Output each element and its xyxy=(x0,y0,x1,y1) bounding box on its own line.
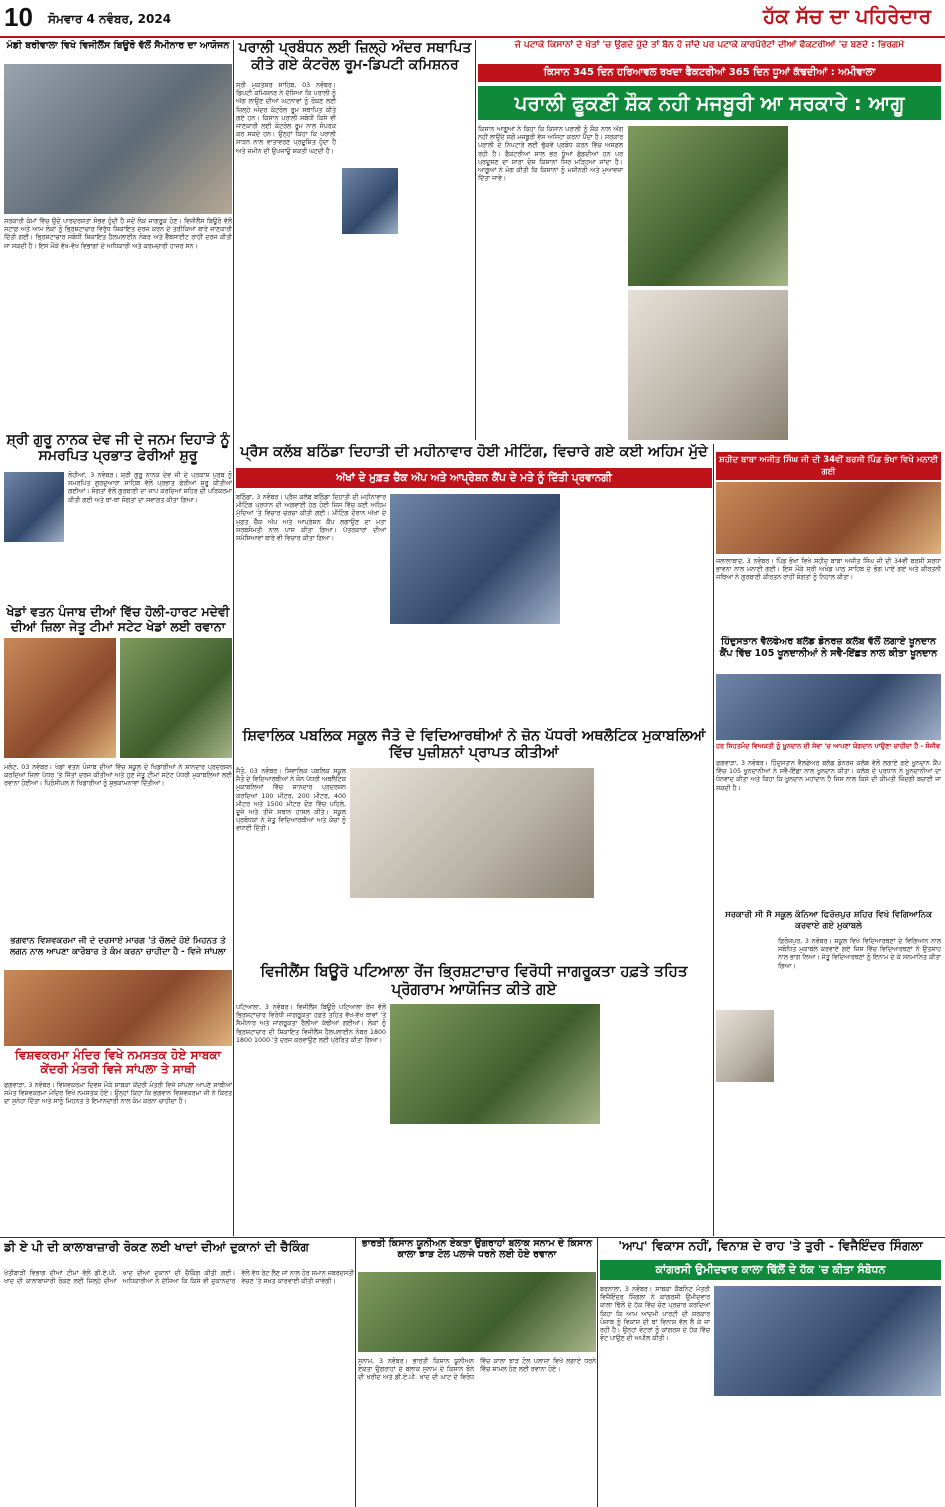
row-rule xyxy=(0,1237,945,1238)
headline: ਹਿੰਦੁਸਤਾਨ ਵੈਲਫੇਅਰ ਬਲੱਡ ਡੋਨਰਜ਼ ਕਲੱਬ ਵੱਲੋਂ ਲਗਾਏ ਖੂਨਦਾਨ ਕੈਂਪ ਵਿੱਚ 105 ਖੂਨਦਾਨੀਆਂ ਨੇ ਸਵੈ-ਇੱਛਤ ਨਾਲ ਕੀਤਾ ਖੂਨਦਾਨ xyxy=(719,636,938,659)
headline: ਭਗਵਾਨ ਵਿਸ਼ਵਕਰਮਾ ਜੀ ਦੇ ਦਰਸਾਏ ਮਾਰਗ 'ਤੇ ਚੱਲਦੇ ਹੋਏ ਮਿਹਨਤ ਤੇ ਲਗਨ ਨਾਲ ਆਪਣਾ ਕਾਰੋਬਾਰ ਤੇ ਕੰਮ ਕਰਨਾ ਚਾਹੀਦਾ ਹੈ - ਵਿਜੇ ਸਾਂਪਲਾ xyxy=(10,936,226,957)
headline: ਸਰਕਾਰੀ ਸੀ ਸੈ ਸਕੂਲ ਕੰਨਿਆ ਫਿਰੋਜ਼ਪੁਰ ਸ਼ਹਿਰ ਵਿਖੇ ਵਿਗਿਆਨਿਕ ਕਰਵਾਏ ਗਏ ਮੁਕਾਬਲੇ xyxy=(725,910,932,931)
article-body: ਸੁਨਾਮ, 3 ਨਵੰਬਰ। ਭਾਰਤੀ ਕਿਸਾਨ ਯੂਨੀਅਨ ਏਕਤਾ ਉਗਰਾਹਾਂ ਦੇ ਬਲਾਕ ਸੁਨਾਮ ਦੇ ਕਿਸਾਨ ਝੋਨੇ ਦੀ ਖਰੀਦ ਅਤੇ ਡੀ.ਏ.ਪੀ. ਖਾਦ ਦੀ ਘਾਟ ਦੇ ਵਿਰੋਧ ਵਿੱਚ ਕਾਲਾ ਝਾੜ ਟੋਲ ਪਲਾਜ਼ਾ ਵਿਖੇ ਲਗਾਏ ਧਰਨੇ ਵਿੱਚ ਸ਼ਾਮਲ ਹੋਣ ਲਈ ਰਵਾਨਾ ਹੋਏ। xyxy=(358,1358,596,1382)
article-blood-donation xyxy=(716,636,941,906)
article-vishwakarma-mandir xyxy=(4,1048,232,1236)
date-line: ਸੋਮਵਾਰ 4 ਨਵੰਬਰ, 2024 xyxy=(48,12,172,26)
article-body: ਫ਼ਿਰੋਜ਼ਪੁਰ, 3 ਨਵੰਬਰ। ਸਕੂਲ ਵਿਖੇ ਵਿਦਿਆਰਥਣਾਂ ਦੇ ਵਿਗਿਆਨ ਨਾਲ ਸਬੰਧਿਤ ਮੁਕਾਬਲੇ ਕਰਵਾਏ ਗਏ ਜਿਸ ਵਿੱਚ ਵਿਦਿਆਰਥਣਾਂ ਨੇ ਉਤਸ਼ਾਹ ਨਾਲ ਭਾਗ ਲਿਆ। ਜੇਤੂ ਵਿਦਿਆਰਥਣਾਂ ਨੂੰ ਇਨਾਮ ਦੇ ਕੇ ਸਨਮਾਨਿਤ ਕੀਤਾ ਗਿਆ। xyxy=(778,938,941,970)
article-body: ਫਗਵਾੜਾ, 3 ਨਵੰਬਰ। ਵਿਸ਼ਵਕਰਮਾ ਦਿਵਸ ਮੌਕੇ ਸਾਬਕਾ ਕੇਂਦਰੀ ਮੰਤਰੀ ਵਿਜੇ ਸਾਂਪਲਾ ਆਪਣੇ ਸਾਥੀਆਂ ਸਮੇਤ ਵਿਸ਼ਵਕਰਮਾ ਮੰਦਿਰ ਵਿਖੇ ਨਮਸਤਕ ਹੋਏ। ਉਨ੍ਹਾਂ ਕਿਹਾ ਕਿ ਭਗਵਾਨ ਵਿਸ਼ਵਕਰਮਾ ਜੀ ਨੇ ਕਿਰਤ ਦਾ ਸੁਨੇਹਾ ਦਿੱਤਾ ਅਤੇ ਸਾਨੂੰ ਮਿਹਨਤ ਤੇ ਇਮਾਨਦਾਰੀ ਨਾਲ ਕੰਮ ਕਰਨਾ ਚਾਹੀਦਾ ਹੈ। xyxy=(4,1082,232,1106)
masthead-rule xyxy=(0,36,945,38)
article-vishwakarma-quote xyxy=(4,936,232,1046)
headline: ਵਿਜੀਲੈਂਸ ਬਿਊਰੋ ਪਟਿਆਲਾ ਰੇਂਜ ਭ੍ਰਿਸ਼ਟਾਚਾਰ ਵਿਰੋਧੀ ਜਾਗਰੂਕਤਾ ਹਫ਼ਤੇ ਤਹਿਤ ਪ੍ਰੋਗਰਾਮ ਆਯੋਜਿਤ ਕੀਤੇ ਗਏ xyxy=(260,962,688,998)
article-stubble-compulsion xyxy=(478,40,941,450)
article-body-col2 xyxy=(714,1400,941,1504)
headline: ਪਰਾਲੀ ਪ੍ਰਬੰਧਨ ਲਈ ਜ਼ਿਲ੍ਹੇ ਅੰਦਰ ਸਥਾਪਿਤ ਕੀਤੇ ਗਏ ਕੰਟਰੋਲ ਰੂਮ-ਡਿਪਟੀ ਕਮਿਸ਼ਨਰ xyxy=(238,40,472,73)
headline: ਪ੍ਰੈਸ ਕਲੱਬ ਬਠਿੰਡਾ ਦਿਹਾਤੀ ਦੀ ਮਹੀਨਾਵਾਰ ਹੋਈ ਮੀਟਿੰਗ, ਵਿਚਾਰੇ ਗਏ ਕਈ ਅਹਿਮ ਮੁੱਦੇ xyxy=(240,444,708,460)
headline: 'ਆਪ' ਵਿਕਾਸ ਨਹੀਂ, ਵਿਨਾਸ਼ ਦੇ ਰਾਹ 'ਤੇ ਤੁਰੀ - ਵਿਜੈਇੰਦਰ ਸਿੰਗਲਾ xyxy=(618,1238,923,1253)
article-vigilance-seminar xyxy=(4,40,232,430)
headline: ਵਿਸ਼ਵਕਰਮਾ ਮੰਦਿਰ ਵਿਖੇ ਨਮਸਤਕ ਹੋਏ ਸਾਬਕਾ ਕੇਂਦਰੀ ਮੰਤਰੀ ਵਿਜੇ ਸਾਂਪਲਾ ਤੇ ਸਾਥੀ xyxy=(15,1048,221,1076)
mandir-photo xyxy=(4,970,232,1046)
page-number: 10 xyxy=(4,2,33,32)
principal-portrait xyxy=(716,1010,774,1082)
article-baba-ajit-singh xyxy=(716,452,941,632)
article-shivalik-school xyxy=(236,728,712,958)
press-club-photo xyxy=(390,494,560,624)
protest-photo-2 xyxy=(628,290,788,440)
headline: ਸ਼ਹੀਦ ਬਾਬਾ ਅਜੀਤ ਸਿੰਘ ਜੀ ਦੀ 34ਵੀਂ ਬਰਸੀ ਪਿੰਡ ਭੋਖਾ ਵਿਖੇ ਮਨਾਈ ਗਈ xyxy=(716,452,941,480)
column-rule xyxy=(597,1238,598,1507)
seminar-photo xyxy=(4,64,232,214)
kicker: ਜੇ ਪਟਾਕੇ ਕਿਸਾਨਾਂ ਦੇ ਖੇਤਾਂ 'ਚ ਉਗਦੇ ਹੁੰਦੇ ਤਾਂ ਬੈਨ ਹੋ ਜਾਂਦੇ ਪਰ ਪਟਾਕੇ ਕਾਰਪੋਰੇਟਾਂ ਦੀਆਂ ਫੈਕਟਰੀਆਂ 'ਚ ਬਣਦੇ : ਭਿਰਗਮੇ xyxy=(514,40,905,50)
column-rule xyxy=(713,444,714,1236)
article-body: ਸਰਕਾਰੀ ਕੰਮਾਂ ਵਿੱਚ ਉਦੋਂ ਪਾਰਦਰਸ਼ਤਾ ਸੰਭਵ ਹੁੰਦੀ ਹੈ ਜਦੋਂ ਲੋਕ ਜਾਗਰੂਕ ਹੋਣ। ਵਿਜੀਲੈਂਸ ਬਿਊਰੋ ਵੱਲੋਂ ਸਟਾਫ਼ ਅਤੇ ਆਮ ਲੋਕਾਂ ਨੂੰ ਭ੍ਰਿਸ਼ਟਾਚਾਰ ਵਿਰੁੱਧ ਸ਼ਿਕਾਇਤ ਦਰਜ ਕਰਨ ਦੇ ਤਰੀਕਿਆਂ ਬਾਰੇ ਜਾਣਕਾਰੀ ਦਿੱਤੀ ਗਈ। ਭ੍ਰਿਸ਼ਟਾਚਾਰ ਸਬੰਧੀ ਸ਼ਿਕਾਇਤ ਹੈਲਪਲਾਈਨ ਨੰਬਰ ਅਤੇ ਵੈੱਬਸਾਈਟ ਰਾਹੀਂ ਦਰਜ ਕੀਤੀ ਜਾ ਸਕਦੀ ਹੈ। ਇਸ ਮੌਕੇ ਵੱਖ-ਵੱਖ ਵਿਭਾਗਾਂ ਦੇ ਅਧਿਕਾਰੀ ਅਤੇ ਕਰਮਚਾਰੀ ਹਾਜ਼ਰ ਸਨ। xyxy=(4,218,232,250)
column-rule xyxy=(475,40,476,440)
article-press-club xyxy=(236,444,712,724)
article-body: ਜੈਤੋ, 03 ਨਵੰਬਰ। ਸ਼ਿਵਾਲਿਕ ਪਬਲਿਕ ਸਕੂਲ ਜੈਤੋ ਦੇ ਵਿਦਿਆਰਥੀਆਂ ਨੇ ਜ਼ੋਨ ਪੱਧਰੀ ਅਥਲੈਟਿਕ ਮੁਕਾਬਲਿਆਂ ਵਿੱਚ ਸ਼ਾਨਦਾਰ ਪ੍ਰਦਰਸ਼ਨ ਕਰਦਿਆਂ 100 ਮੀਟਰ, 200 ਮੀਟਰ, 400 ਮੀਟਰ ਅਤੇ 1500 ਮੀਟਰ ਦੌੜ ਵਿੱਚ ਪਹਿਲੇ, ਦੂਜੇ ਅਤੇ ਤੀਜੇ ਸਥਾਨ ਹਾਸਲ ਕੀਤੇ। ਸਕੂਲ ਪ੍ਰਬੰਧਕਾਂ ਨੇ ਜੇਤੂ ਵਿਦਿਆਰਥੀਆਂ ਅਤੇ ਕੋਚਾਂ ਨੂੰ ਵਧਾਈ ਦਿੱਤੀ। xyxy=(236,768,346,833)
article-holy-heart-sports xyxy=(4,604,232,934)
headline: ਸ਼ਿਵਾਲਿਕ ਪਬਲਿਕ ਸਕੂਲ ਜੈਤੋ ਦੇ ਵਿਦਿਆਰਥੀਆਂ ਨੇ ਜ਼ੋਨ ਪੱਧਰੀ ਅਥਲੈਟਿਕ ਮੁਕਾਬਲਿਆਂ ਵਿੱਚ ਪੁਜ਼ੀਸ਼ਨਾਂ ਪ੍ਰਾਪਤ ਕੀਤੀਆਂ xyxy=(242,728,706,761)
deputy-commissioner-portrait xyxy=(342,168,398,234)
article-body: ਪਟਿਆਲਾ, 3 ਨਵੰਬਰ। ਵਿਜੀਲੈਂਸ ਬਿਊਰੋ ਪਟਿਆਲਾ ਰੇਂਜ ਵੱਲੋਂ ਭ੍ਰਿਸ਼ਟਾਚਾਰ ਵਿਰੋਧੀ ਜਾਗਰੂਕਤਾ ਹਫ਼ਤੇ ਤਹਿਤ ਵੱਖ-ਵੱਖ ਥਾਵਾਂ 'ਤੇ ਸੈਮੀਨਾਰ ਅਤੇ ਜਾਗਰੂਕਤਾ ਰੈਲੀਆਂ ਕੱਢੀਆਂ ਗਈਆਂ। ਲੋਕਾਂ ਨੂੰ ਭ੍ਰਿਸ਼ਟਾਚਾਰ ਦੀ ਸ਼ਿਕਾਇਤ ਵਿਜੀਲੈਂਸ ਹੈਲਪਲਾਈਨ ਨੰਬਰ 1800 1800 1000 'ਤੇ ਦਰਜ ਕਰਵਾਉਣ ਲਈ ਪ੍ਰੇਰਿਤ ਕੀਤਾ ਗਿਆ। xyxy=(236,1004,386,1044)
article-body-col2 xyxy=(564,494,712,724)
masthead xyxy=(0,0,945,38)
team-photo xyxy=(4,638,116,758)
article-body: ਕਿਸਾਨ ਆਗੂਆਂ ਨੇ ਕਿਹਾ ਕਿ ਕਿਸਾਨ ਪਰਾਲੀ ਨੂੰ ਸ਼ੌਕ ਨਾਲ ਅੱਗ ਨਹੀਂ ਲਾਉਂਦੇ ਸਗੋਂ ਮਜਬੂਰੀ ਵੱਸ ਅਜਿਹਾ ਕਰਨਾ ਪੈਂਦਾ ਹੈ। ਸਰਕਾਰ ਪਰਾਲੀ ਦੇ ਨਿਪਟਾਰੇ ਲਈ ਢੁੱਕਵੇਂ ਪ੍ਰਬੰਧ ਕਰਨ ਵਿੱਚ ਅਸਫ਼ਲ ਰਹੀ ਹੈ। ਫੈਕਟਰੀਆਂ ਸਾਲ ਭਰ ਧੂੰਆਂ ਛੱਡਦੀਆਂ ਹਨ ਪਰ ਪ੍ਰਦੂਸ਼ਣ ਦਾ ਸਾਰਾ ਦੋਸ਼ ਕਿਸਾਨਾਂ ਸਿਰ ਮੜ੍ਹਿਆ ਜਾਂਦਾ ਹੈ। ਆਗੂਆਂ ਨੇ ਮੰਗ ਕੀਤੀ ਕਿ ਕਿਸਾਨਾਂ ਨੂੰ ਮਸ਼ੀਨਰੀ ਅਤੇ ਮੁਆਵਜ਼ਾ ਦਿੱਤਾ ਜਾਵੇ। xyxy=(478,126,623,183)
article-body-col2 xyxy=(598,768,712,958)
article-prabhat-pheri xyxy=(4,432,232,602)
speaker-portrait xyxy=(4,472,64,542)
rally-photo xyxy=(714,1286,941,1396)
article-body: ਫਗਵਾੜਾ, 3 ਨਵੰਬਰ। ਹਿੰਦੁਸਤਾਨ ਵੈਲਫੇਅਰ ਬਲੱਡ ਡੋਨਰਜ਼ ਕਲੱਬ ਵੱਲੋਂ ਲਗਾਏ ਗਏ ਖੂਨਦਾਨ ਕੈਂਪ ਵਿੱਚ 105 ਖੂਨਦਾਨੀਆਂ ਨੇ ਸਵੈ-ਇੱਛਾ ਨਾਲ ਖੂਨਦਾਨ ਕੀਤਾ। ਕਲੱਬ ਦੇ ਪ੍ਰਧਾਨ ਨੇ ਖੂਨਦਾਨੀਆਂ ਦਾ ਧੰਨਵਾਦ ਕੀਤਾ ਅਤੇ ਕਿਹਾ ਕਿ ਖੂਨਦਾਨ ਮਹਾਂਦਾਨ ਹੈ ਜਿਸ ਨਾਲ ਕਿਸੇ ਦੀ ਕੀਮਤੀ ਜ਼ਿੰਦਗੀ ਬਚਾਈ ਜਾ ਸਕਦੀ ਹੈ। xyxy=(716,760,941,792)
article-body: ਮਲੋਟ, 03 ਨਵੰਬਰ। ਖੇਡਾਂ ਵਤਨ ਪੰਜਾਬ ਦੀਆਂ ਵਿੱਚ ਸਕੂਲ ਦੇ ਖਿਡਾਰੀਆਂ ਨੇ ਸ਼ਾਨਦਾਰ ਪ੍ਰਦਰਸ਼ਨ ਕਰਦਿਆਂ ਜ਼ਿਲਾ ਪੱਧਰ 'ਤੇ ਜਿੱਤਾਂ ਦਰਜ ਕੀਤੀਆਂ ਅਤੇ ਹੁਣ ਜੇਤੂ ਟੀਮਾਂ ਸਟੇਟ ਪੱਧਰੀ ਮੁਕਾਬਲਿਆਂ ਲਈ ਰਵਾਨਾ ਹੋਈਆਂ। ਪ੍ਰਿੰਸੀਪਲ ਨੇ ਖਿਡਾਰੀਆਂ ਨੂੰ ਸ਼ੁਭਕਾਮਨਾਵਾਂ ਦਿੱਤੀਆਂ। xyxy=(4,764,232,788)
article-stubble-control-room xyxy=(236,40,474,440)
article-body: ਸ੍ਰੀ ਮੁਕਤਸਰ ਸਾਹਿਬ, 03 ਨਵੰਬਰ। ਡਿਪਟੀ ਕਮਿਸ਼ਨਰ ਨੇ ਦੱਸਿਆ ਕਿ ਪਰਾਲੀ ਨੂੰ ਅੱਗ ਲਾਉਣ ਦੀਆਂ ਘਟਨਾਵਾਂ ਨੂੰ ਰੋਕਣ ਲਈ ਜ਼ਿਲ੍ਹੇ ਅੰਦਰ ਕੰਟਰੋਲ ਰੂਮ ਸਥਾਪਿਤ ਕੀਤੇ ਗਏ ਹਨ। ਕਿਸਾਨ ਪਰਾਲੀ ਸਬੰਧੀ ਕਿਸੇ ਵੀ ਜਾਣਕਾਰੀ ਲਈ ਕੰਟਰੋਲ ਰੂਮ ਨਾਲ ਸੰਪਰਕ ਕਰ ਸਕਦੇ ਹਨ। ਉਨ੍ਹਾਂ ਕਿਹਾ ਕਿ ਪਰਾਲੀ ਸਾੜਨ ਨਾਲ ਵਾਤਾਵਰਣ ਪ੍ਰਦੂਸ਼ਿਤ ਹੁੰਦਾ ਹੈ ਅਤੇ ਜ਼ਮੀਨ ਦੀ ਉਪਜਾਊ ਸ਼ਕਤੀ ਘਟਦੀ ਹੈ। xyxy=(236,82,336,155)
headline: ਖੇਡਾਂ ਵਤਨ ਪੰਜਾਬ ਦੀਆਂ ਵਿੱਚ ਹੋਲੀ-ਹਾਰਟ ਮਦੇਵੀ ਦੀਆਂ ਜ਼ਿਲਾ ਜੇਤੂ ਟੀਮਾਂ ਸਟੇਟ ਖੇਡਾਂ ਲਈ ਰਵਾਨਾ xyxy=(6,604,230,634)
article-singla xyxy=(600,1238,941,1505)
team-photo-2 xyxy=(120,638,232,758)
headline: ਡੀ ਏ ਪੀ ਦੀ ਕਾਲਾਬਾਜ਼ਾਰੀ ਰੋਕਣ ਲਈ ਖਾਦਾਂ ਦੀਆਂ ਦੁਕਾਨਾਂ ਦੀ ਚੈਕਿੰਗ xyxy=(4,1240,309,1254)
article-body: ਬਰਨਾਲਾ, 3 ਨਵੰਬਰ। ਸਾਬਕਾ ਕੈਬਨਿਟ ਮੰਤਰੀ ਵਿਜੈਇੰਦਰ ਸਿੰਗਲਾ ਨੇ ਕਾਂਗਰਸੀ ਉਮੀਦਵਾਰ ਕਾਲਾ ਢਿੱਲੋਂ ਦੇ ਹੱਕ ਵਿੱਚ ਚੋਣ ਪ੍ਰਚਾਰ ਕਰਦਿਆਂ ਕਿਹਾ ਕਿ ਆਮ ਆਦਮੀ ਪਾਰਟੀ ਦੀ ਸਰਕਾਰ ਪੰਜਾਬ ਨੂੰ ਵਿਕਾਸ ਦੀ ਥਾਂ ਵਿਨਾਸ਼ ਵੱਲ ਲੈ ਕੇ ਜਾ ਰਹੀ ਹੈ। ਉਨ੍ਹਾਂ ਵੋਟਰਾਂ ਨੂੰ ਕਾਂਗਰਸ ਦੇ ਹੱਕ ਵਿੱਚ ਵੋਟ ਪਾਉਣ ਦੀ ਅਪੀਲ ਕੀਤੀ। xyxy=(600,1286,710,1343)
students-photo xyxy=(350,768,594,898)
article-body: ਖੇਤੀਬਾੜੀ ਵਿਭਾਗ ਦੀਆਂ ਟੀਮਾਂ ਵੱਲੋਂ ਡੀ.ਏ.ਪੀ. ਖਾਦ ਦੀ ਕਾਲਾਬਾਜ਼ਾਰੀ ਰੋਕਣ ਲਈ ਜ਼ਿਲ੍ਹੇ ਦੀਆਂ ਖਾਦ ਦੀਆਂ ਦੁਕਾਨਾਂ ਦੀ ਚੈਕਿੰਗ ਕੀਤੀ ਗਈ। ਅਧਿਕਾਰੀਆਂ ਨੇ ਦੱਸਿਆ ਕਿ ਕਿਸੇ ਵੀ ਦੁਕਾਨਦਾਰ ਵੱਲੋਂ ਵੱਧ ਰੇਟ ਲੈਣ ਜਾਂ ਨਾਲ ਹੋਰ ਸਮਾਨ ਜ਼ਬਰਦਸਤੀ ਵੇਚਣ 'ਤੇ ਸਖ਼ਤ ਕਾਰਵਾਈ ਕੀਤੀ ਜਾਵੇਗੀ। xyxy=(4,1270,354,1286)
rally-photo xyxy=(390,1004,600,1124)
subhead: ਅੱਖਾਂ ਦੇ ਮੁਫ਼ਤ ਚੈੱਕ ਅੱਪ ਅਤੇ ਆਪ੍ਰੇਸ਼ਨ ਕੈਂਪ ਦੇ ਮਤੇ ਨੂੰ ਦਿੱਤੀ ਪ੍ਰਵਾਨਗੀ xyxy=(236,468,712,488)
article-body-col2 xyxy=(604,1004,712,1232)
strap-banner: ਕਿਸਾਨ 345 ਦਿਨ ਹਰਿਆਵਲ ਰਖਦਾ ਫੈਕਟਰੀਆਂ 365 ਦਿਨ ਧੂਆਂ ਕੱਢਦੀਆਂ : ਅਮੀਵਾਲਾ xyxy=(478,64,941,82)
article-body: ਲੋਹੀਆਂ, 3 ਨਵੰਬਰ। ਸ਼੍ਰੀ ਗੁਰੂ ਨਾਨਕ ਦੇਵ ਜੀ ਦੇ ਪ੍ਰਕਾਸ਼ ਪੁਰਬ ਨੂੰ ਸਮਰਪਿਤ ਗੁਰਦੁਆਰਾ ਸਾਹਿਬ ਵੱਲੋਂ ਪ੍ਰਭਾਤ ਫੇਰੀਆਂ ਸ਼ੁਰੂ ਕੀਤੀਆਂ ਗਈਆਂ। ਸੰਗਤਾਂ ਵੱਲੋਂ ਗੁਰਬਾਣੀ ਦਾ ਜਾਪ ਕਰਦਿਆਂ ਸ਼ਹਿਰ ਦੀ ਪਰਿਕਰਮਾ ਕੀਤੀ ਗਈ ਅਤੇ ਥਾਂ-ਥਾਂ ਸੰਗਤਾਂ ਦਾ ਸਵਾਗਤ ਕੀਤਾ ਗਿਆ। xyxy=(68,472,232,504)
brand-logo: ਹੱਕ ਸੱਚ ਦਾ ਪਹਿਰੇਦਾਰ xyxy=(763,4,931,28)
article-dap-checking xyxy=(4,1240,354,1505)
farmers-photo xyxy=(358,1272,596,1352)
donation-photo xyxy=(716,674,941,740)
article-body: ਜਲਾਲਾਬਾਦ, 3 ਨਵੰਬਰ। ਪਿੰਡ ਭੋਖਾ ਵਿਖੇ ਸ਼ਹੀਦ ਬਾਬਾ ਅਜੀਤ ਸਿੰਘ ਜੀ ਦੀ 34ਵੀਂ ਬਰਸੀ ਸ਼ਰਧਾ ਭਾਵਨਾ ਨਾਲ ਮਨਾਈ ਗਈ। ਇਸ ਮੌਕੇ ਸ੍ਰੀ ਅਖੰਡ ਪਾਠ ਸਾਹਿਬ ਦੇ ਭੋਗ ਪਾਏ ਗਏ ਅਤੇ ਕੀਰਤਨੀ ਜਥਿਆਂ ਨੇ ਗੁਰਬਾਣੀ ਕੀਰਤਨ ਰਾਹੀਂ ਸੰਗਤਾਂ ਨੂੰ ਨਿਹਾਲ ਕੀਤਾ। xyxy=(716,558,941,582)
article-science-competition xyxy=(716,910,941,1235)
column-rule xyxy=(355,1238,356,1507)
subhead: ਕਾਂਗਰਸੀ ਉਮੀਦਵਾਰ ਕਾਲਾ ਢਿੱਲੋਂ ਦੇ ਹੱਕ 'ਚ ਕੀਤਾ ਸੰਬੋਧਨ xyxy=(600,1260,941,1280)
barsi-photo xyxy=(716,482,941,554)
article-vigilance-patiala xyxy=(236,962,712,1234)
photo-caption: ਹਰ ਸਿਹਤਮੰਦ ਵਿਅਕਤੀ ਨੂੰ ਖੂਨਦਾਨ ਦੀ ਸੇਵਾ 'ਚ ਆਪਣਾ ਯੋਗਦਾਨ ਪਾਉਣਾ ਚਾਹੀਦਾ ਹੈ - ਸੰਜੀਵ xyxy=(716,742,941,750)
article-bku-ugrahan xyxy=(358,1238,596,1505)
protest-photo xyxy=(628,126,788,286)
article-body: ਬਠਿੰਡਾ, 3 ਨਵੰਬਰ। ਪ੍ਰੈਸ ਕਲੱਬ ਬਠਿੰਡਾ ਦਿਹਾਤੀ ਦੀ ਮਹੀਨਾਵਾਰ ਮੀਟਿੰਗ ਪ੍ਰਧਾਨ ਦੀ ਅਗਵਾਈ ਹੇਠ ਹੋਈ ਜਿਸ ਵਿੱਚ ਕਈ ਅਹਿਮ ਮੁੱਦਿਆਂ 'ਤੇ ਵਿਚਾਰ ਚਰਚਾ ਕੀਤੀ ਗਈ। ਮੀਟਿੰਗ ਦੌਰਾਨ ਅੱਖਾਂ ਦੇ ਮੁਫ਼ਤ ਚੈੱਕ ਅੱਪ ਅਤੇ ਆਪ੍ਰੇਸ਼ਨ ਕੈਂਪ ਲਗਾਉਣ ਦਾ ਮਤਾ ਸਰਬਸੰਮਤੀ ਨਾਲ ਪਾਸ ਕੀਤਾ ਗਿਆ। ਪੱਤਰਕਾਰਾਂ ਦੀਆਂ ਸਮੱਸਿਆਵਾਂ ਬਾਰੇ ਵੀ ਵਿਚਾਰ ਕੀਤਾ ਗਿਆ। xyxy=(236,494,386,543)
column-rule xyxy=(233,40,234,1236)
headline: ਸ਼੍ਰੀ ਗੁਰੂ ਨਾਨਕ ਦੇਵ ਜੀ ਦੇ ਜਨਮ ਦਿਹਾੜੇ ਨੂੰ ਸਮਰਪਿਤ ਪ੍ਰਭਾਤ ਫੇਰੀਆਂ ਸ਼ੁਰੂ xyxy=(6,432,230,464)
headline: ਭਾਰਤੀ ਕਿਸਾਨ ਯੂਨੀਅਨ ਏਕਤਾ ਉਗਰਾਹਾਂ ਬਲਾਕ ਸਨਾਮ ਦੇ ਕਿਸਾਨ ਕਾਲਾ ਝਾੜ ਟੋਲ ਪਲਾਜੇ ਧਰਨੇ ਲਈ ਹੋਏ ਰਵਾਨਾ xyxy=(361,1238,593,1260)
headline: ਮੰਡੀ ਬਰੀਵਾਲਾ ਵਿਖੇ ਵਿਜੀਲੈਂਸ ਬਿਊਰੋ ਵੱਲੋਂ ਸੈਮੀਨਾਰ ਦਾ ਆਯੋਜਨ xyxy=(6,40,230,51)
article-body-col2 xyxy=(794,126,941,446)
headline: ਪਰਾਲੀ ਫੂਕਣੀ ਸ਼ੌਕ ਨਹੀ ਮਜਬੂਰੀ ਆ ਸਰਕਾਰੇ : ਆਗੂ xyxy=(478,86,941,120)
